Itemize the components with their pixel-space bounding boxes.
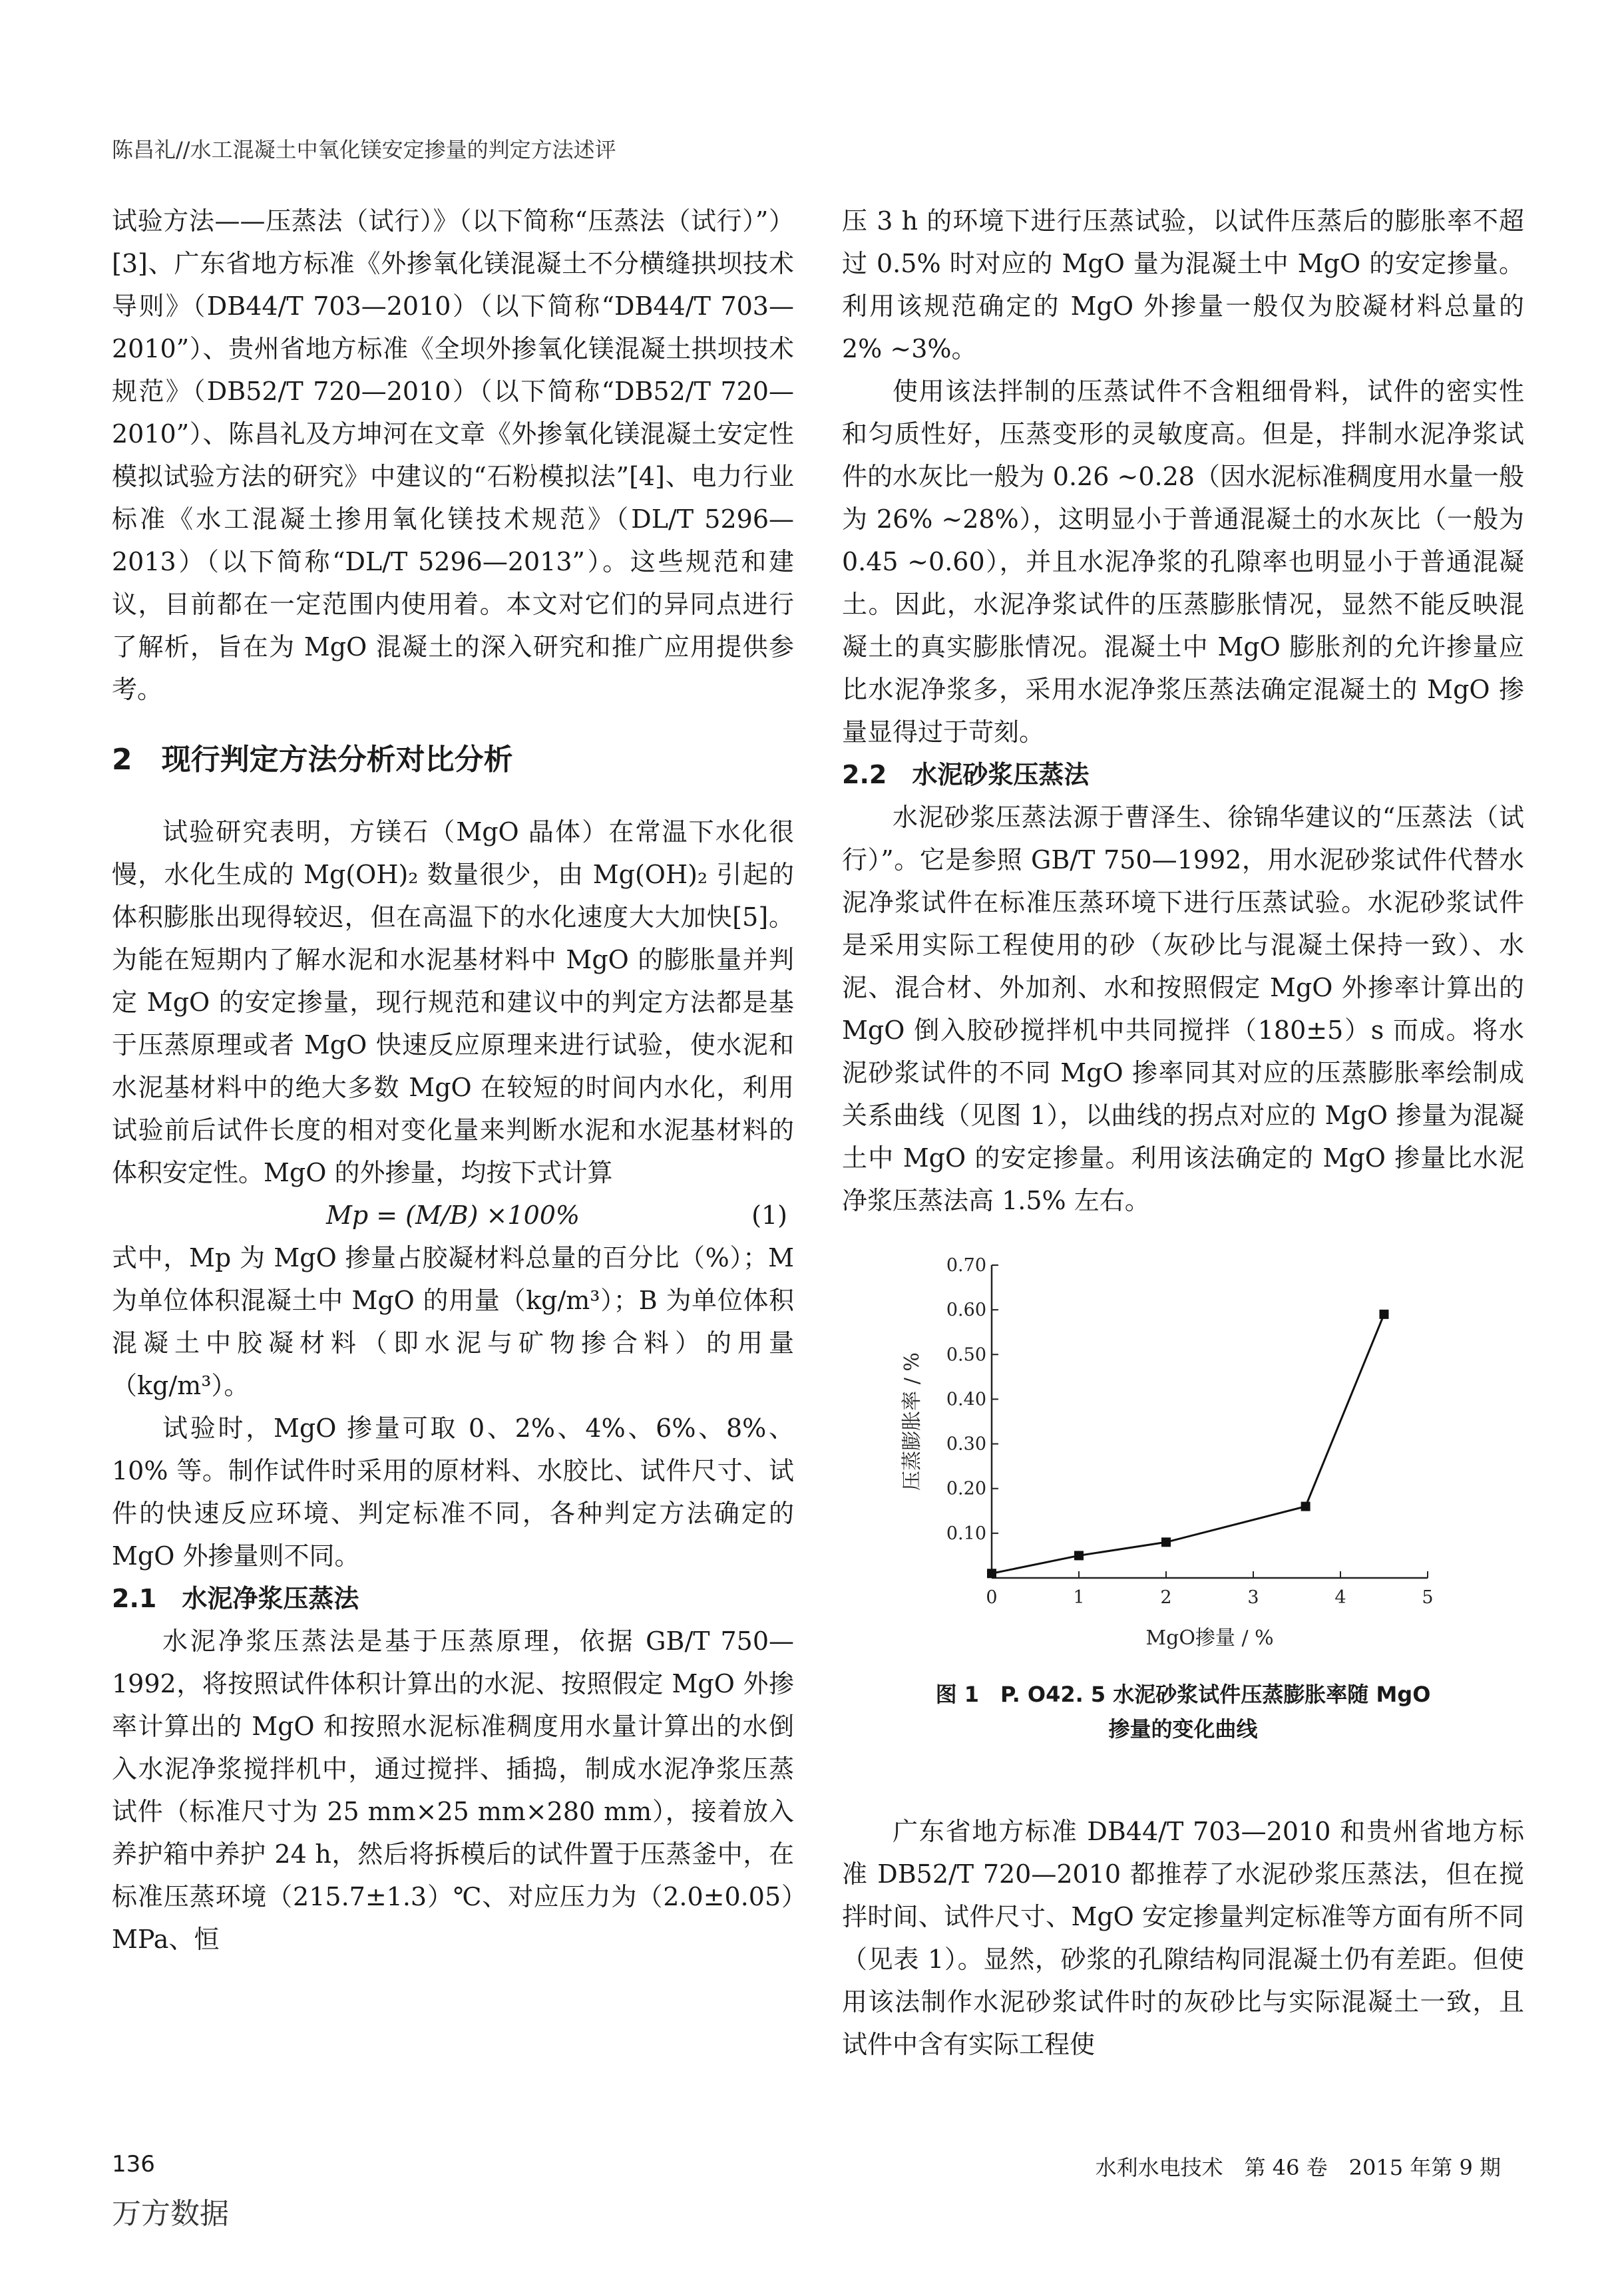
watermark-text: 万方数据 bbox=[112, 2197, 229, 2231]
equation-number: (1) bbox=[751, 1201, 787, 1230]
x-tick-label: 2 bbox=[1160, 1587, 1172, 1608]
x-tick-label: 4 bbox=[1334, 1587, 1346, 1608]
x-tick-label: 3 bbox=[1247, 1587, 1259, 1608]
figure-1-caption-line-2: 掺量的变化曲线 bbox=[1108, 1716, 1258, 1742]
data-point bbox=[1161, 1537, 1171, 1547]
journal-footer: 水利水电技术 第 46 卷 2015 年第 9 期 bbox=[1095, 2155, 1501, 2180]
x-tick-label: 1 bbox=[1073, 1587, 1085, 1608]
y-tick-label: 0.10 bbox=[946, 1523, 986, 1544]
data-point bbox=[1380, 1310, 1389, 1319]
data-point bbox=[987, 1569, 996, 1578]
mortar-method-paragraph: 水泥砂浆压蒸法源于曹泽生、徐锦华建议的“压蒸法（试行）”。它是参照 GB/T 750—1992，用水泥砂浆试件代替水泥净浆试件在标准压蒸环境下进行压蒸试验。水泥砂浆试件是采用实际工程使用的砂（灰砂比与混凝土保持一致）、水泥、混合材、外加剂、水和按照假定 MgO 外掺率计算出的 MgO 倒入胶砂搅拌机中共同搅拌（180±5）s 而成。将水泥砂浆试件的不同 MgO 掺率同其对应的压蒸膨胀率绘制成关系曲线（见图 1），以曲线的拐点对应的 MgO 掺量为混凝土中 MgO 的安定掺量。利用该法确定的 MgO 掺量比水泥净浆压蒸法高 1.5% 左右。 bbox=[842, 803, 1524, 1215]
page-number: 136 bbox=[112, 2151, 155, 2178]
x-axis-label: MgO掺量 / % bbox=[1145, 1626, 1274, 1650]
y-tick-label: 0.40 bbox=[946, 1389, 986, 1410]
left-column bbox=[112, 200, 794, 1961]
section-2-1-paragraph: 水泥净浆压蒸法是基于压蒸原理，依据 GB/T 750—1992，将按照试件体积计算出的水泥、按照假定 MgO 外掺率计算出的 MgO 和按照水泥标准稠度用水量计算出的水倒入水泥净浆搅拌机中，通过搅拌、插捣，制成水泥净浆压蒸试件（标准尺寸为 25 mm×25 mm×280 mm），接着放入养护箱中养护 24 h，然后将拆模后的试件置于压蒸釜中，在标准压蒸环境（215.7±1.3）℃、对应压力为（2.0±0.05）MPa、恒 bbox=[112, 1626, 794, 1954]
y-tick-label: 0.70 bbox=[946, 1255, 986, 1276]
y-tick-label: 0.50 bbox=[946, 1344, 986, 1366]
continuation-paragraph: 压 3 h 的环境下进行压蒸试验，以试件压蒸后的膨胀率不超过 0.5% 时对应的 MgO 量为混凝土中 MgO 的安定掺量。利用该规范确定的 MgO 外掺量一般仅为胶凝材料总量的 2% ~3%。 bbox=[842, 206, 1524, 363]
paste-method-paragraph: 使用该法拌制的压蒸试件不含粗细骨料，试件的密实性和匀质性好，压蒸变形的灵敏度高。但是，拌制水泥净浆试件的水灰比一般为 0.26 ~0.28（因水泥标准稠度用水量一般为 26% ~28%），这明显小于普通混凝土的水灰比（一般为 0.45 ~0.60），并且水泥净浆的孔隙率也明显小于普通混凝土。因此，水泥净浆试件的压蒸膨胀情况，显然不能反映混凝土的真实膨胀情况。混凝土中 MgO 膨胀剂的允许掺量应比水泥净浆多，采用水泥净浆压蒸法确定混凝土的 MgO 掺量显得过于苛刻。 bbox=[842, 377, 1524, 747]
figure-1 bbox=[842, 1242, 1524, 1746]
figure-1-caption-line-1: 图 1 P. O42. 5 水泥砂浆试件压蒸膨胀率随 MgO bbox=[935, 1682, 1431, 1707]
y-tick-label: 0.30 bbox=[946, 1434, 986, 1455]
y-axis-label: 压蒸膨胀率 / % bbox=[901, 1352, 924, 1491]
figure-1-chart bbox=[842, 1242, 1524, 1668]
section-2-paragraph-2: 式中，Mp 为 MgO 掺量占胶凝材料总量的百分比（%）；M 为单位体积混凝土中 MgO 的用量（kg/m³）；B 为单位体积混凝土中胶凝材料（即水泥与矿物掺合料）的用量（kg/m³）。 bbox=[112, 1243, 794, 1400]
section-2-heading: 2 现行判定方法分析对比分析 bbox=[112, 743, 513, 777]
equation-formula: Mp = (M/B) ×100% bbox=[325, 1201, 580, 1230]
section-2-paragraph-1: 试验研究表明，方镁石（MgO 晶体）在常温下水化很慢，水化生成的 Mg(OH)₂ 数量很少，由 Mg(OH)₂ 引起的体积膨胀出现得较迟，但在高温下的水化速度大大加快[5]。为能在短期内了解水泥和水泥基材料中 MgO 的膨胀量并判定 MgO 的安定掺量，现行规范和建议中的判定方法都是基于压蒸原理或者 MgO 快速反应原理来进行试验，使水泥和水泥基材料中的绝大多数 MgO 在较短的时间内水化，利用试验前后试件长度的相对变化量来判断水泥和水泥基材料的体积安定性。MgO 的外掺量，均按下式计算 bbox=[112, 817, 794, 1187]
data-point bbox=[1301, 1502, 1311, 1511]
running-header: 陈昌礼//水工混凝土中氧化镁安定掺量的判定方法述评 bbox=[112, 137, 616, 162]
series-line bbox=[992, 1314, 1384, 1573]
y-tick-label: 0.20 bbox=[946, 1478, 986, 1499]
data-point bbox=[1074, 1551, 1084, 1560]
standards-comparison-paragraph: 广东省地方标准 DB44/T 703—2010 和贵州省地方标准 DB52/T 720—2010 都推荐了水泥砂浆压蒸法，但在搅拌时间、试件尺寸、MgO 安定掺量判定标准等方面有所不同（见表 1）。显然，砂浆的孔隙结构同混凝土仍有差距。但使用该法制作水泥砂浆试件时的灰砂比与实际混凝土一致，且试件中含有实际工程使 bbox=[842, 1817, 1524, 2059]
x-tick-label: 5 bbox=[1422, 1587, 1434, 1608]
right-column bbox=[842, 200, 1524, 2066]
equation-1 bbox=[112, 1194, 794, 1237]
x-tick-label: 0 bbox=[986, 1587, 998, 1608]
section-2-2-heading: 2.2 水泥砂浆压蒸法 bbox=[842, 760, 1090, 789]
intro-paragraph: 试验方法——压蒸法（试行）》（以下简称“压蒸法（试行）”）[3]、广东省地方标准《外掺氧化镁混凝土不分横缝拱坝技术导则》（DB44/T 703—2010）（以下简称“DB44/T 703—2010”）、贵州省地方标准《全坝外掺氧化镁混凝土拱坝技术规范》（DB52/T 720—2010）（以下简称“DB52/T 720—2010”）、陈昌礼及方坤河在文章《外掺氧化镁混凝土安定性模拟试验方法的研究》中建议的“石粉模拟法”[4]、电力行业标准《水工混凝土掺用氧化镁技术规范》（DL/T 5296—2013）（以下简称“DL/T 5296—2013”）。这些规范和建议，目前都在一定范围内使用着。本文对它们的异同点进行了解析，旨在为 MgO 混凝土的深入研究和推广应用提供参考。 bbox=[112, 206, 794, 704]
section-2-1-heading: 2.1 水泥净浆压蒸法 bbox=[112, 1584, 359, 1613]
section-2-paragraph-3: 试验时，MgO 掺量可取 0、2%、4%、6%、8%、10% 等。制作试件时采用的原材料、水胶比、试件尺寸、试件的快速反应环境、判定标准不同，各种判定方法确定的 MgO 外掺量则不同。 bbox=[112, 1414, 794, 1571]
y-tick-label: 0.60 bbox=[946, 1300, 986, 1321]
